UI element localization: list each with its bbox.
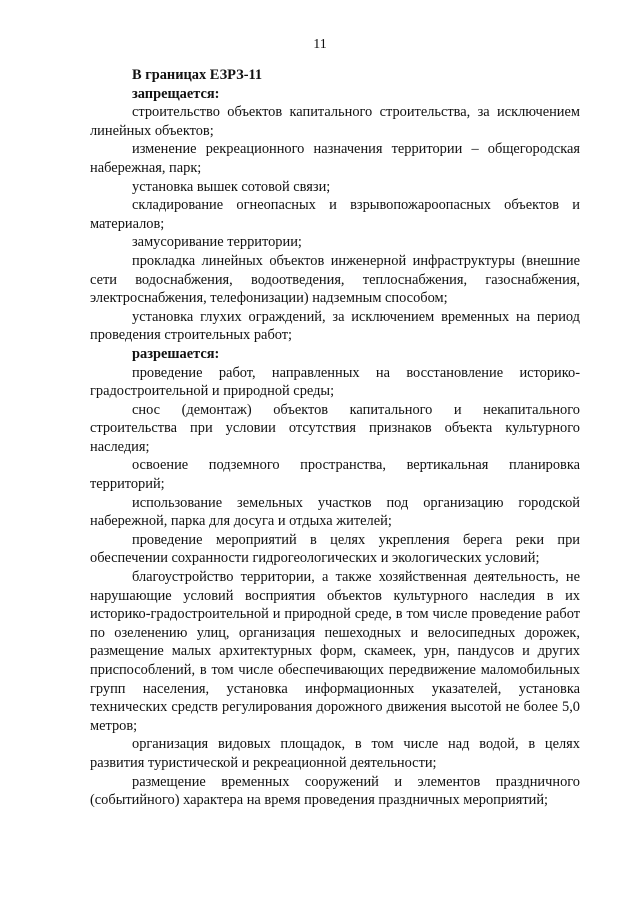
prohibited-item: изменение рекреационного назначения территории – общегородская набережная, парк; xyxy=(90,141,580,176)
prohibited-item: замусоривание территории; xyxy=(132,234,302,251)
permitted-item: организация видовых площадок, в том числе над водой, в целях развития туристической и рекреационной деятельности; xyxy=(90,736,580,771)
permitted-item: проведение работ, направленных на восстановление историко-градостроительной и природной среды; xyxy=(90,364,580,400)
prohibited-item: установка глухих ограждений, за исключением временных на период проведения строительных работ; xyxy=(90,308,580,344)
page-number: 11 xyxy=(313,37,327,52)
prohibited-item: строительство объектов капитального строительства, за исключением линейных объектов; xyxy=(90,104,580,139)
prohibited-item: установка вышек сотовой связи; xyxy=(132,178,331,195)
permitted-item: освоение подземного пространства, вертикальная планировка территорий; xyxy=(90,457,580,493)
document-body xyxy=(90,66,580,810)
prohibited-item: прокладка линейных объектов инженерной инфраструктуры (внешние сети водоснабжения, водоотведения, теплоснабжения, газоснабжения, электроснабжения, телефонизации) надземным способом; xyxy=(90,252,580,307)
prohibited-label: запрещается: xyxy=(132,85,220,102)
permitted-label: разрешается: xyxy=(132,345,220,362)
permitted-item: снос (демонтаж) объектов капитального и некапитального строительства при условии отсутствия признаков объекта культурного наследия; xyxy=(90,401,580,455)
prohibited-item: складирование огнеопасных и взрывопожароопасных объектов и материалов; xyxy=(90,197,580,232)
permitted-item: проведение мероприятий в целях укрепления берега реки при обеспечении сохранности гидрогеологических и экологических условий; xyxy=(90,531,580,567)
permitted-item: благоустройство территории, а также хозяйственная деятельность, не нарушающие условий восприятия объектов культурного наследия в их историко-градостроительной и природной среде, в том числе проведение работ по озеленению улиц, организация пешеходных и велосипедных дорожек, размещение малых архитектурных форм, скамеек, урн, пандусов и других приспособлений, в том числе обеспечивающих передвижение маломобильных групп населения, установка информационных указателей, установка технических средств регулирования дорожного движения высотой не более 5,0 метров; xyxy=(90,569,580,734)
permitted-item: размещение временных сооружений и элементов праздничного (событийного) характера на время проведения праздничных мероприятий; xyxy=(90,773,580,809)
section-title: В границах ЕЗРЗ-11 xyxy=(132,67,263,83)
permitted-item: использование земельных участков под организацию городской набережной, парка для досуга и отдыха жителей; xyxy=(90,494,580,530)
